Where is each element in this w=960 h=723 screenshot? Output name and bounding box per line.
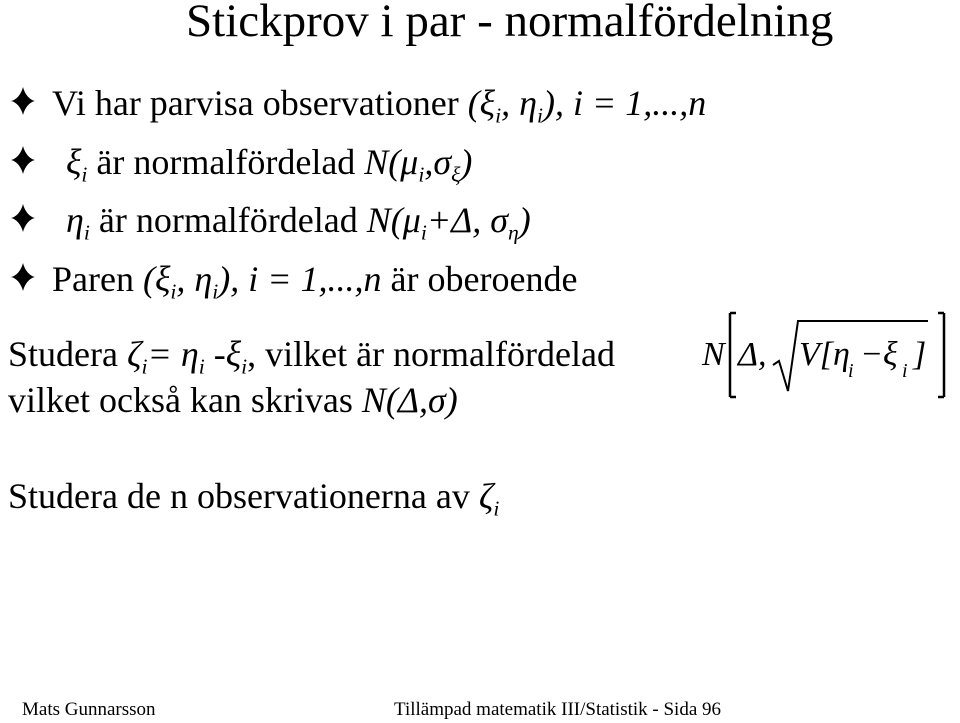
bullet-item-2: $\xi_i$ är normalfördelad $N(\mu_i,\sigma_\xi)$ <box>66 142 473 187</box>
left-bracket <box>730 313 736 397</box>
formula-sub-i: i <box>902 360 908 382</box>
diamond-bullet-icon <box>10 145 36 175</box>
formula-N: N <box>702 336 725 373</box>
body-line-skrivas: vilket också kan skrivas N(Δ,σ) <box>8 380 458 420</box>
right-bracket <box>938 313 944 397</box>
footer-author: Mats Gunnarsson <box>22 699 156 720</box>
bullet-item-4: Paren ($\xi_i$, $\eta_i$), i = 1,...,n är oberoende <box>52 259 578 304</box>
body-line-observationer: Studera de n observationerna av $\zeta_i$ <box>8 476 500 521</box>
formula-minus-xi: −ξ <box>860 336 898 373</box>
formula-sub-i: i <box>848 360 854 382</box>
diamond-bullet-icon <box>10 86 36 116</box>
slide-title: Stickprov i par - normalfördelning <box>186 0 834 47</box>
body-line-studera: Studera $\zeta_i= \eta_i$ $-\xi_i$, vilket är normalfördelad <box>8 334 615 379</box>
normal-distribution-formula <box>700 305 955 400</box>
diamond-bullet-icon <box>10 262 36 292</box>
footer-course-page: Tillämpad matematik III/Statistik - Sida 96 <box>394 699 722 720</box>
formula-close: ] <box>913 336 927 373</box>
bullet-item-1: Vi har parvisa observationer ($\xi_i$, $\eta_i$), i = 1,...,n <box>52 83 707 128</box>
formula-delta: Δ, <box>738 336 767 373</box>
diamond-bullet-icon <box>10 203 36 233</box>
formula-V: V[η <box>799 336 850 373</box>
bullet-item-3: $\eta_i$ är normalfördelad $N(\mu_i+\Delta$, $\sigma_\eta$) <box>66 200 531 245</box>
